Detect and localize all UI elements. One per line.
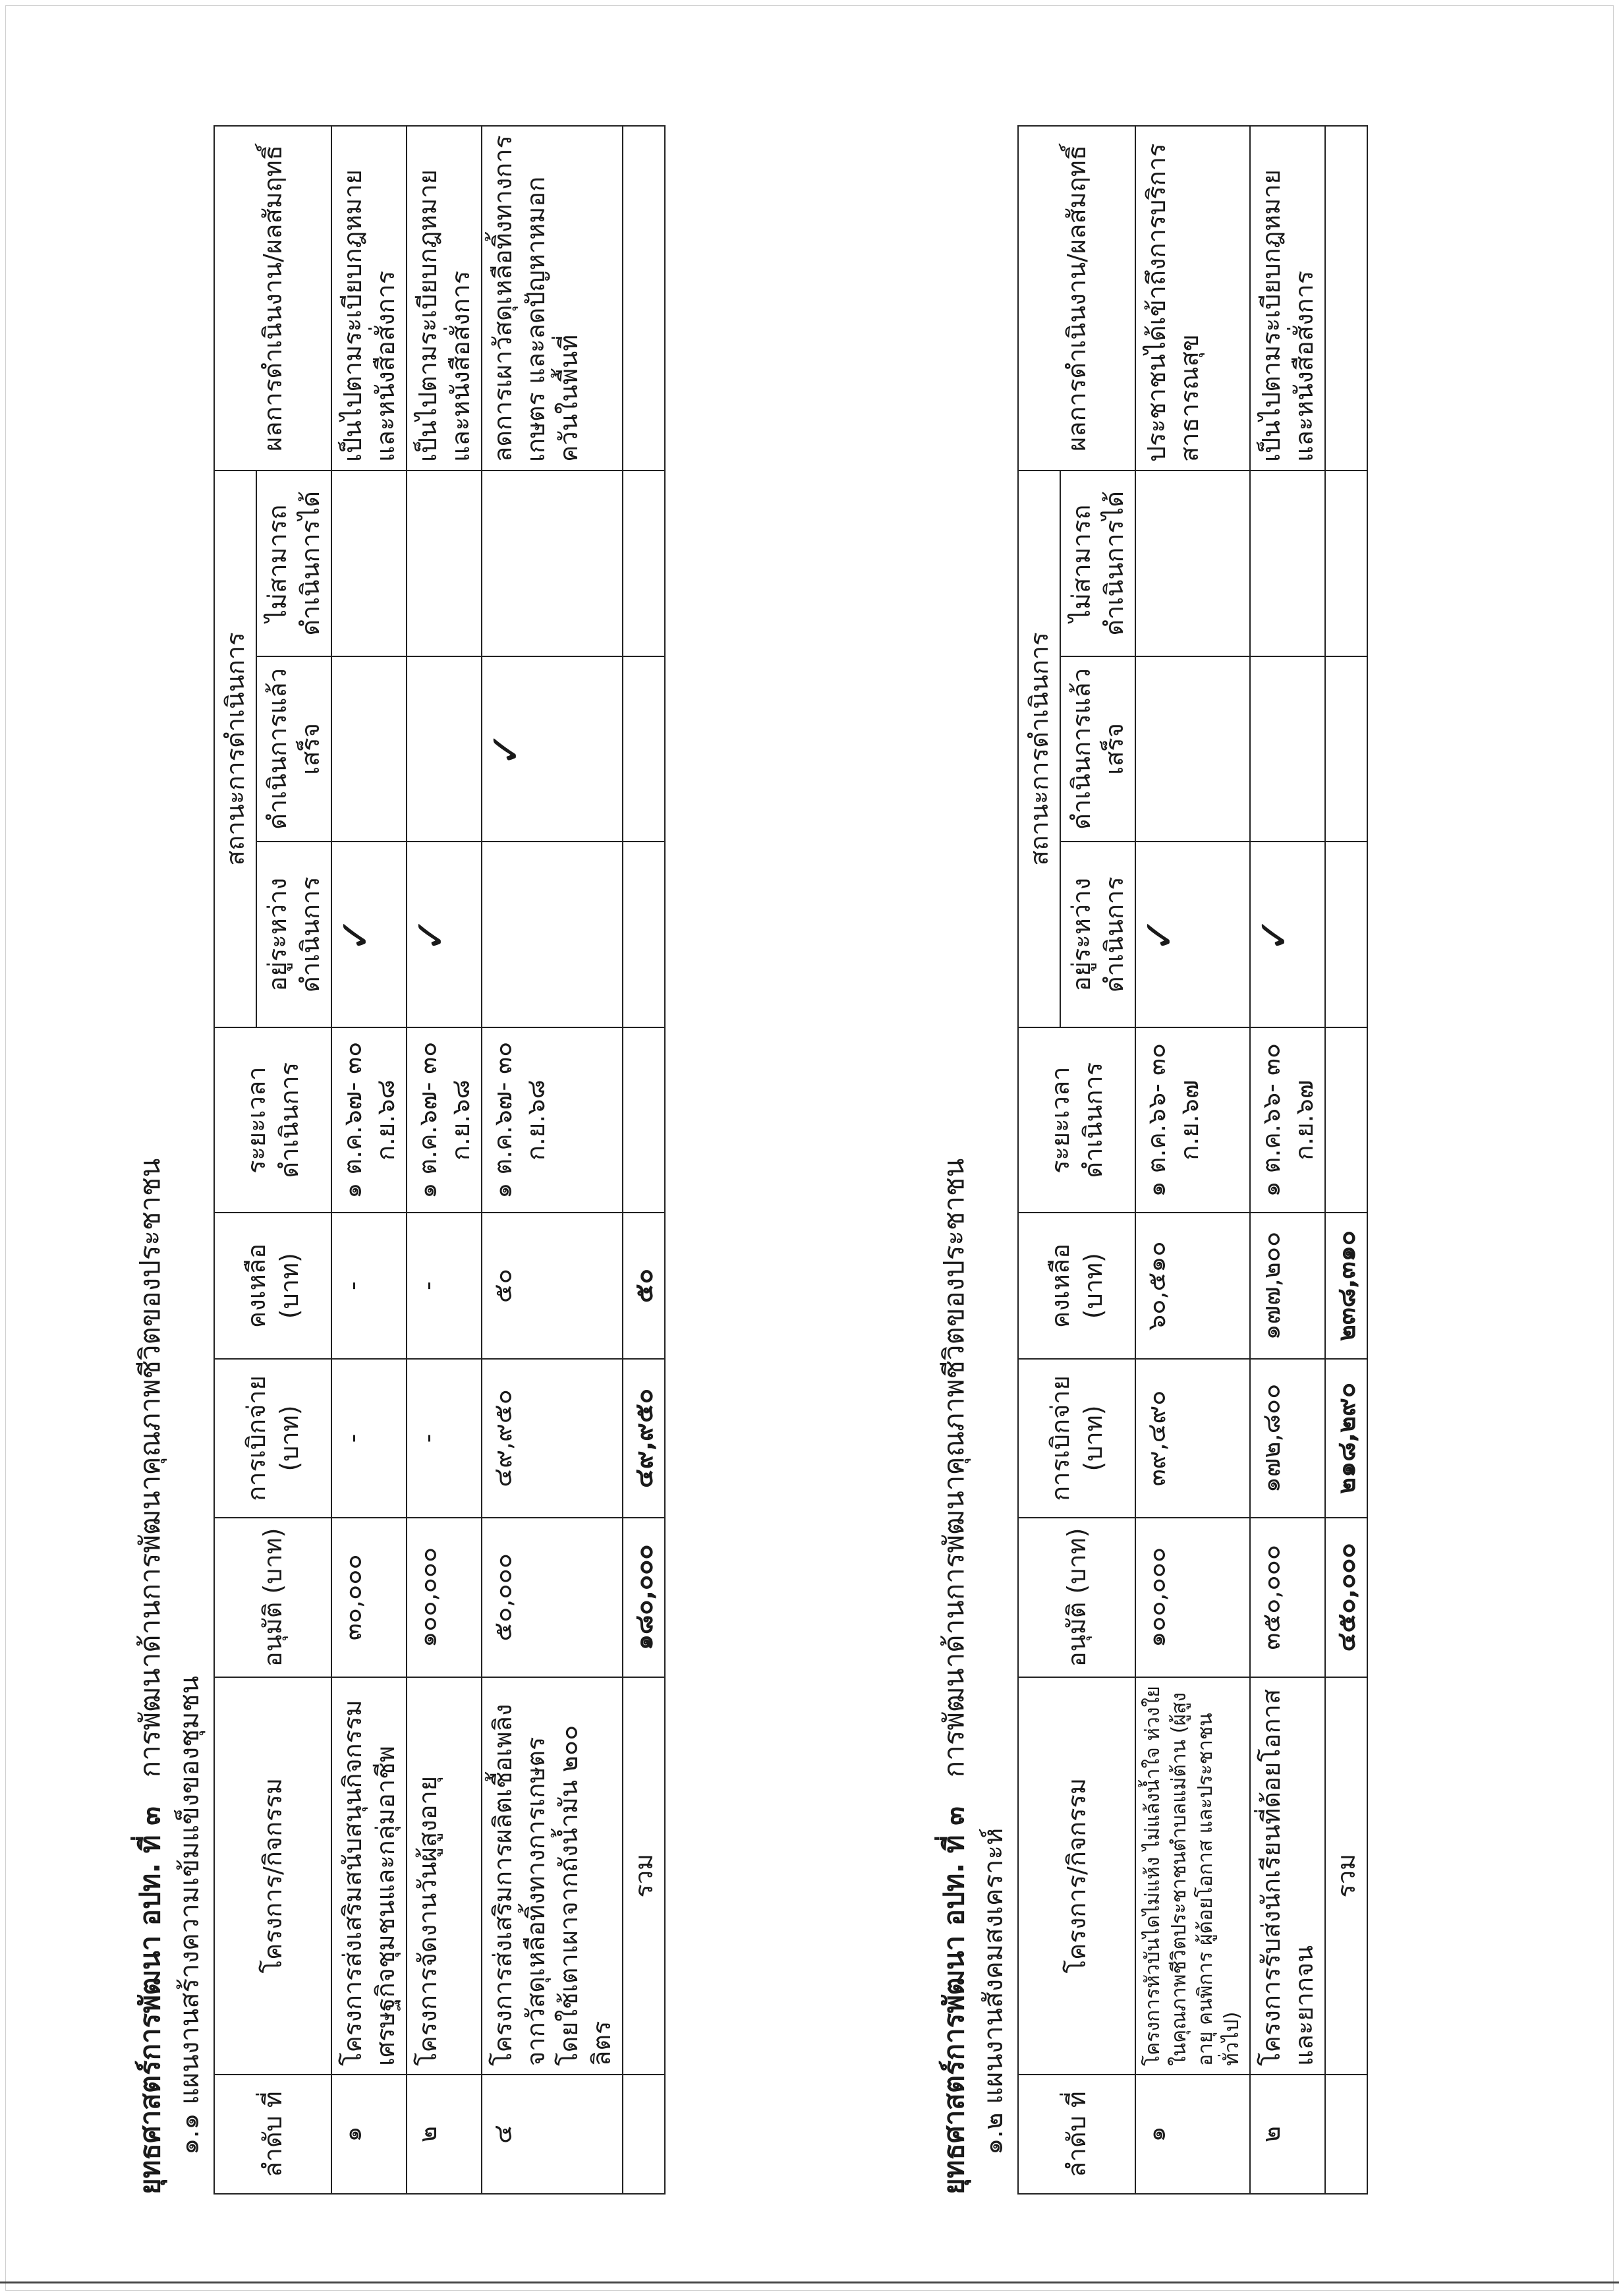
- total-disbursed: ๔๙,๙๕๐: [623, 1359, 665, 1518]
- header-disbursed: การเบิกจ่าย (บาท): [214, 1359, 331, 1518]
- table-row: [482, 126, 623, 2194]
- header-remaining: คงเหลือ (บาท): [1018, 1213, 1135, 1359]
- row-period: ๑ ต.ค.๖๖- ๓๐ ก.ย.๖๗: [1250, 1027, 1325, 1213]
- strategy-heading: [936, 125, 973, 2195]
- row-remaining: ๕๐: [482, 1213, 623, 1359]
- header-result: ผลการดำเนินงาน/ผลสัมฤทธิ์: [214, 126, 331, 471]
- row-result: ประชาชนได้เข้าถึงการบริการสาธารณสุข: [1135, 126, 1250, 471]
- header-status-done: ดำเนินการแล้ว เสร็จ: [1060, 656, 1135, 842]
- total-label: รวม: [623, 1677, 665, 2075]
- strategy-title: การพัฒนาด้านการพัฒนาคุณภาพชีวิตของประชาชน: [134, 1158, 166, 1778]
- row-no: ๔: [482, 2075, 623, 2194]
- row-no: ๑: [1135, 2075, 1250, 2194]
- row-period: ๑ ต.ค.๖๖- ๓๐ ก.ย.๖๗: [1135, 1027, 1250, 1213]
- row-project: โครงการจัดงานวันผู้สูงอายุ: [407, 1677, 482, 2075]
- row-remaining: ๑๗๗,๒๐๐: [1250, 1213, 1325, 1359]
- row-no: ๒: [1250, 2075, 1325, 2194]
- row-approved: ๑๐๐,๐๐๐: [1135, 1518, 1250, 1677]
- header-status-in-progress: อยู่ระหว่าง ดำเนินการ: [1060, 842, 1135, 1027]
- row-no: ๑: [331, 2075, 407, 2194]
- table-row: [407, 126, 482, 2194]
- scan-bottom-edge: [0, 2282, 1619, 2283]
- strategy-heading: [132, 125, 169, 2195]
- strategy-block-1: [132, 125, 666, 2195]
- table-row: [1135, 126, 1250, 2194]
- row-disbursed: -: [331, 1359, 407, 1518]
- header-status: สถานะการดำเนินการ: [1018, 471, 1060, 1027]
- row-project: โครงการรับส่งนักเรียนที่ด้อยโอกาสและยากจน: [1250, 1677, 1325, 2075]
- plan-title: ๑.๑ แผนงานสร้างความเข้มแข็งของชุมชน: [175, 1676, 205, 2155]
- header-disbursed: การเบิกจ่าย (บาท): [1018, 1359, 1135, 1518]
- strategy-prefix: ยุทธศาสตร์การพัฒนา อปท. ที่ ๓: [938, 1806, 970, 2195]
- row-disbursed: ๑๗๒,๘๐๐: [1250, 1359, 1325, 1518]
- header-period: ระยะเวลา ดำเนินการ: [1018, 1027, 1135, 1213]
- strategy-prefix: ยุทธศาสตร์การพัฒนา อปท. ที่ ๓: [134, 1806, 166, 2195]
- total-row: [1325, 126, 1367, 2194]
- check-mark-icon: ✓: [407, 917, 455, 952]
- plan-title: ๑.๒ แผนงานสังคมสงเคราะห์: [979, 1827, 1009, 2155]
- header-status-in-progress: อยู่ระหว่าง ดำเนินการ: [256, 842, 331, 1027]
- strategy-block-2: [936, 125, 1368, 2195]
- table-row: [1250, 126, 1325, 2194]
- total-label: รวม: [1325, 1677, 1367, 2075]
- total-remaining: ๕๐: [623, 1213, 665, 1359]
- row-result: ลดการเผาวัสดุเหลือทิ้งทางการเกษตร และลดปัญหาหมอกควันในพื้นที่: [482, 126, 623, 471]
- row-period: ๑ ต.ค.๖๗- ๓๐ ก.ย.๖๘: [407, 1027, 482, 1213]
- header-project: โครงการ/กิจกรรม: [1018, 1677, 1135, 2075]
- total-row: [623, 126, 665, 2194]
- header-no: ลำดับ ที่: [1018, 2075, 1135, 2194]
- total-remaining: ๒๓๘,๓๑๐: [1325, 1213, 1367, 1359]
- row-approved: ๕๐,๐๐๐: [482, 1518, 623, 1677]
- table-row: [331, 126, 407, 2194]
- project-table: [1017, 125, 1368, 2195]
- row-project: โครงการส่งเสริมการผลิตเชื้อเพลิงจากวัสดุเหลือทิ้งทางการเกษตร โดยใช้เตาเผาจากถังน้ำมัน ๒๐๐ ลิตร: [482, 1677, 623, 2075]
- header-status-unable: ไม่สามารถ ดำเนินการได้: [1060, 471, 1135, 656]
- row-period: ๑ ต.ค.๖๗- ๓๐ ก.ย.๖๘: [482, 1027, 623, 1213]
- header-result: ผลการดำเนินงาน/ผลสัมฤทธิ์: [1018, 126, 1135, 471]
- header-no: ลำดับ ที่: [214, 2075, 331, 2194]
- header-approved: อนุมัติ (บาท): [1018, 1518, 1135, 1677]
- header-status: สถานะการดำเนินการ: [214, 471, 256, 1027]
- row-disbursed: -: [407, 1359, 482, 1518]
- header-remaining: คงเหลือ (บาท): [214, 1213, 331, 1359]
- row-project: โครงการส่งเสริมสนับสนุนกิจกรรมเศรษฐกิจชุมชนและกลุ่มอาชีพ: [331, 1677, 407, 2075]
- header-status-done: ดำเนินการแล้ว เสร็จ: [256, 656, 331, 842]
- row-result: เป็นไปตามระเบียบกฎหมาย และหนังสือสั่งการ: [407, 126, 482, 471]
- row-approved: ๓๐,๐๐๐: [331, 1518, 407, 1677]
- row-remaining: -: [331, 1213, 407, 1359]
- total-approved: ๑๘๐,๐๐๐: [623, 1518, 665, 1677]
- row-approved: ๓๕๐,๐๐๐: [1250, 1518, 1325, 1677]
- check-mark-icon: ✓: [331, 917, 380, 952]
- header-period: ระยะเวลา ดำเนินการ: [214, 1027, 331, 1213]
- row-period: ๑ ต.ค.๖๗- ๓๐ ก.ย.๖๘: [331, 1027, 407, 1213]
- row-result: เป็นไปตามระเบียบกฎหมาย และหนังสือสั่งการ: [331, 126, 407, 471]
- row-result: เป็นไปตามระเบียบกฎหมาย และหนังสือสั่งการ: [1250, 126, 1325, 471]
- row-remaining: -: [407, 1213, 482, 1359]
- total-approved: ๔๕๐,๐๐๐: [1325, 1518, 1367, 1677]
- row-project: โครงการหัวบันไดไม่แห้ง ไม่แล้งน้ำใจ ห่วงใยในคุณภาพชีวิตประชาชนตำบลแม่ต้าน (ผู้สูงอายุ คนพิการ ผู้ด้อยโอกาส และประชาชนทั่วไป): [1135, 1677, 1250, 2075]
- project-table: [213, 125, 666, 2195]
- header-status-unable: ไม่สามารถ ดำเนินการได้: [256, 471, 331, 656]
- row-disbursed: ๔๙,๙๕๐: [482, 1359, 623, 1518]
- check-mark-icon: ✓: [1135, 917, 1184, 952]
- total-disbursed: ๒๑๘,๒๙๐: [1325, 1359, 1367, 1518]
- header-project: โครงการ/กิจกรรม: [214, 1677, 331, 2075]
- check-mark-icon: ✓: [482, 731, 530, 767]
- check-mark-icon: ✓: [1250, 917, 1299, 952]
- strategy-title: การพัฒนาด้านการพัฒนาคุณภาพชีวิตของประชาชน: [938, 1158, 970, 1778]
- row-approved: ๑๐๐,๐๐๐: [407, 1518, 482, 1677]
- row-no: ๒: [407, 2075, 482, 2194]
- header-approved: อนุมัติ (บาท): [214, 1518, 331, 1677]
- row-disbursed: ๓๙,๔๙๐: [1135, 1359, 1250, 1518]
- row-remaining: ๖๐,๕๑๐: [1135, 1213, 1250, 1359]
